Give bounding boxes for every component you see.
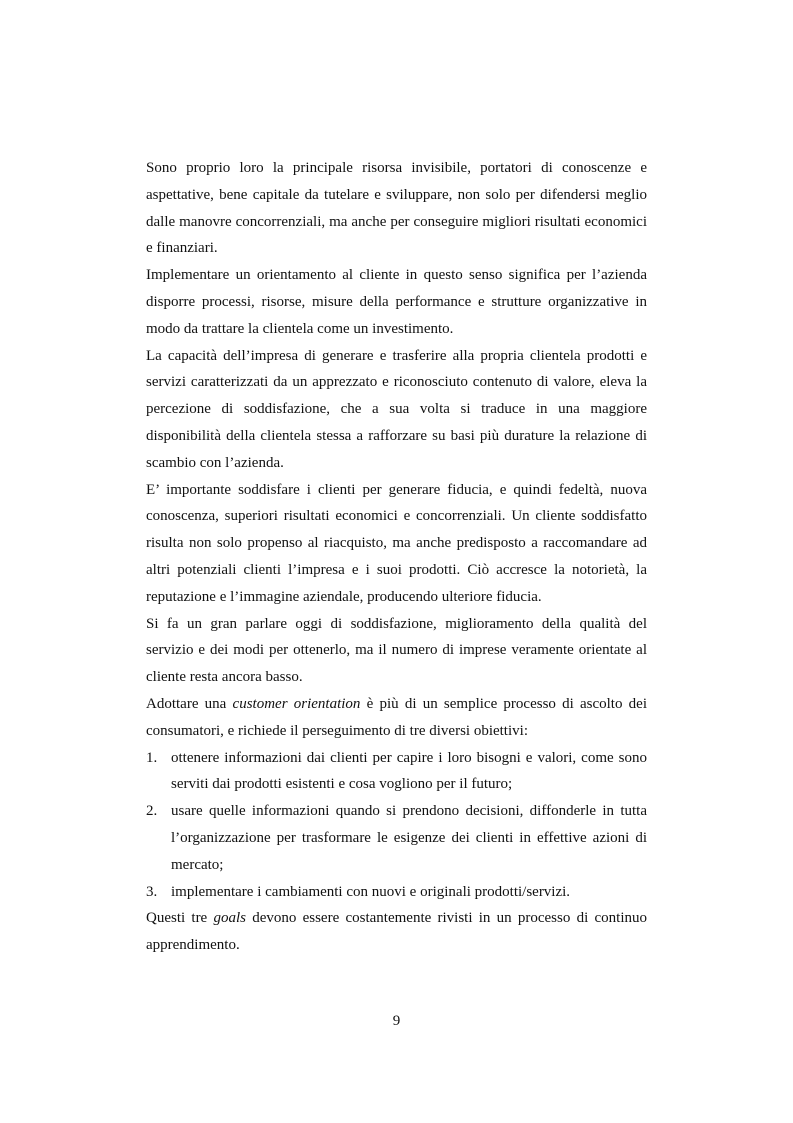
orientation-text-after: è più di un semplice processo di ascolto dei consumatori, e richiede il perseguimento di tre diversi obiettivi: — [146, 695, 647, 739]
closing-text-before: Questi tre — [146, 910, 214, 927]
list-item-number: 1. — [146, 749, 158, 766]
objectives-list — [146, 745, 647, 906]
paragraph-trust-loyalty: E’ importante soddisfare i clienti per generare fiducia, e quindi fedeltà, nuova conoscenza, superiori risultati economici e concorrenziali. Un cliente soddisfatto risulta non solo propenso al riacquisto, ma anche predisposto a raccomandare ad altri potenziali clienti l’impresa e i suoi prodotti. Ciò accresce la notorietà, la reputazione e l’immagine aziendale, producendo ulteriore fiducia. — [146, 481, 647, 605]
paragraph-customer-orientation-meaning: Implementare un orientamento al cliente in questo senso significa per l’azienda disporre processi, risorse, misure della performance e strutture organizzative in modo da trattare la clientela come un investimento. — [146, 267, 647, 337]
paragraph-goals-closing — [146, 905, 647, 959]
list-item-text: ottenere informazioni dai clienti per capire i loro bisogni e valori, come sono serviti dai prodotti esistenti e cosa vogliono per il futuro; — [171, 749, 647, 793]
list-item — [146, 745, 647, 799]
paragraph-invisible-resource: Sono proprio loro la principale risorsa invisibile, portatori di conoscenze e aspettative, bene capitale da tutelare e sviluppare, non solo per difendersi meglio dalle manovre concorrenziali, ma anche per conseguire migliori risultati economici e finanziari. — [146, 160, 647, 257]
list-item-text: usare quelle informazioni quando si prendono decisioni, diffonderle in tutta l’organizzazione per trasformare le esigenze dei clienti in effettive azioni di mercato; — [171, 803, 647, 873]
paragraph-satisfaction-debate: Si fa un gran parlare oggi di soddisfazione, miglioramento della qualità del servizio e dei modi per ottenerlo, ma il numero di imprese veramente orientate al cliente resta ancora basso. — [146, 615, 647, 686]
list-item — [146, 879, 647, 906]
list-item-number: 3. — [146, 883, 158, 900]
paragraph-customer-orientation-objectives — [146, 691, 647, 745]
orientation-emphasis: customer orientation — [232, 695, 361, 712]
list-item-text: implementare i cambiamenti con nuovi e originali prodotti/servizi. — [171, 883, 571, 900]
closing-emphasis: goals — [213, 910, 246, 927]
list-item-number: 2. — [146, 803, 158, 820]
page-body — [146, 155, 647, 959]
list-item — [146, 798, 647, 878]
page-number: 9 — [392, 1013, 401, 1029]
closing-text-after: devono essere costantemente rivisti in un processo di continuo apprendimento. — [146, 910, 647, 954]
paragraph-value-satisfaction: La capacità dell’impresa di generare e trasferire alla propria clientela prodotti e servizi caratterizzati da un apprezzato e riconosciuto contenuto di valore, eleva la percezione di soddisfazione, che a sua volta si traduce in una maggiore disponibilità della clientela stessa a rafforzare su basi più durature la relazione di scambio con l’azienda. — [146, 347, 647, 471]
orientation-text-before: Adottare una — [146, 695, 233, 712]
